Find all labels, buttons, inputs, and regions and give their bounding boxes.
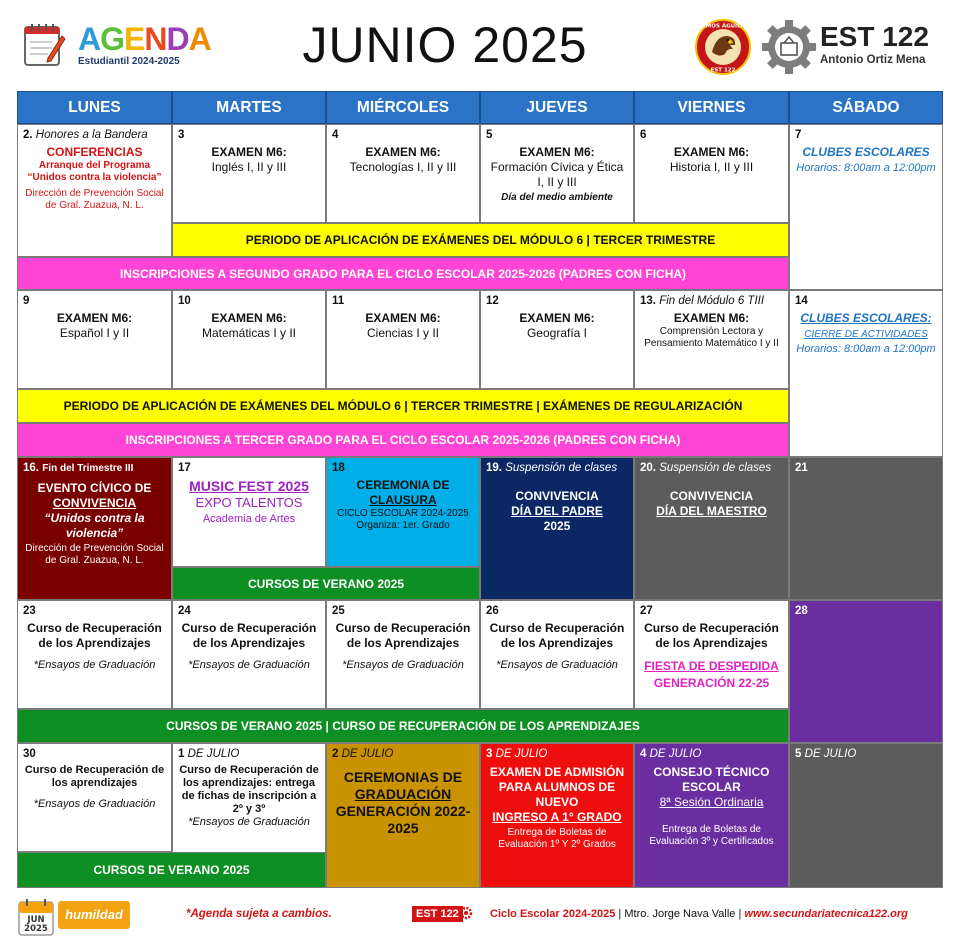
exam-period-band-1: PERIODO DE APLICACIÓN DE EXÁMENES DEL MÓDULO 6 | TERCER TRIMESTRE: [172, 223, 789, 257]
day-cell-27[interactable]: 27 Curso de Recuperación de los Aprendizajes FIESTA DE DESPEDIDA GENERACIÓN 22-25: [634, 600, 789, 709]
page-title: JUNIO 2025: [302, 17, 588, 73]
day-cell-28[interactable]: 28: [789, 600, 943, 743]
day-cell-4[interactable]: 4 EXAMEN M6: Tecnologías I, II y III: [326, 124, 480, 223]
day-cell-5[interactable]: 5 EXAMEN M6: Formación Cívica y Ética I, II y III Día del medio ambiente: [480, 124, 634, 223]
day-cell-16[interactable]: 16. Fin del Trimestre III EVENTO CÍVICO DE CONVIVENCIA “Unidos contra la violencia” Dirección de Prevención Social de Gral. Zuazua, N. L.: [17, 457, 172, 600]
small-gear-icon: [459, 906, 473, 920]
day-cell-26[interactable]: 26 Curso de Recuperación de los Aprendizajes *Ensayos de Graduación: [480, 600, 634, 709]
svg-text:2025: 2025: [24, 924, 48, 934]
day-cell-11[interactable]: 11 EXAMEN M6: Ciencias I y II: [326, 290, 480, 389]
day-header-thursday: JUEVES: [480, 91, 634, 124]
day-cell-20[interactable]: 20. Suspensión de clases CONVIVENCIA DÍA DEL MAESTRO: [634, 457, 789, 600]
day-cell-14[interactable]: 14 CLUBES ESCOLARES: CIERRE DE ACTIVIDADES Horarios: 8:00am a 12:00pm: [789, 290, 943, 457]
day-cell-12[interactable]: 12 EXAMEN M6: Geografía I: [480, 290, 634, 389]
svg-text:EST 122: EST 122: [710, 67, 736, 74]
day-header-monday: LUNES: [17, 91, 172, 124]
footer-credits: Ciclo Escolar 2024-2025 | Mtro. Jorge Nava Valle | www.secundariatecnica122.org: [490, 908, 908, 920]
day-cell-24[interactable]: 24 Curso de Recuperación de los Aprendizajes *Ensayos de Graduación: [172, 600, 326, 709]
svg-text:JUN: JUN: [27, 915, 45, 925]
day-header-friday: VIERNES: [634, 91, 789, 124]
day-cell-19[interactable]: 19. Suspensión de clases CONVIVENCIA DÍA DEL PADRE 2025: [480, 457, 634, 600]
day-header-wednesday: MIÉRCOLES: [326, 91, 480, 124]
calendar-grid: [17, 91, 943, 888]
summer-courses-band-3: CURSOS DE VERANO 2025: [17, 852, 326, 888]
day-cell-2[interactable]: 2. Honores a la Bandera CONFERENCIAS Arranque del Programa “Unidos contra la violencia” Dirección de Prevención Social de Gral. Zuazua, N. L.: [17, 124, 172, 257]
website-link[interactable]: www.secundariatecnica122.org: [744, 908, 908, 920]
day-cell-7[interactable]: 7 CLUBES ESCOLARES Horarios: 8:00am a 12:00pm: [789, 124, 943, 290]
day-cell-30[interactable]: 30 Curso de Recuperación de los aprendizajes *Ensayos de Graduación: [17, 743, 172, 852]
school-badge: EST 122: [412, 906, 463, 922]
exam-period-band-2: PERIODO DE APLICACIÓN DE EXÁMENES DEL MÓDULO 6 | TERCER TRIMESTRE | EXÁMENES DE REGULARIZACIÓN: [17, 389, 789, 423]
gear-emblem-icon: [760, 18, 818, 76]
calendar-icon: [17, 897, 55, 937]
enrollment-second-grade-band: INSCRIPCIONES A SEGUNDO GRADO PARA EL CICLO ESCOLAR 2025-2026 (PADRES CON FICHA): [17, 257, 789, 290]
day-header-saturday: SÁBADO: [789, 91, 943, 124]
day-cell-10[interactable]: 10 EXAMEN M6: Matemáticas I y II: [172, 290, 326, 389]
disclaimer-note: *Agenda sujeta a cambios.: [186, 908, 332, 920]
notepad-icon: [22, 22, 66, 68]
day-cell-2-july[interactable]: 2 DE JULIO CEREMONIAS DE GRADUACIÓN GENERACIÓN 2022-2025: [326, 743, 480, 888]
value-badge: humildad: [58, 901, 130, 929]
day-cell-17[interactable]: 17 MUSIC FEST 2025 EXPO TALENTOS Academia de Artes: [172, 457, 326, 567]
day-cell-4-july[interactable]: 4 DE JULIO CONSEJO TÉCNICO ESCOLAR 8ª Sesión Ordinaria Entrega de Boletas de Evaluación 3º y Certificados: [634, 743, 789, 888]
day-cell-1-july[interactable]: 1 DE JULIO Curso de Recuperación de los aprendizajes: entrega de fichas de inscripción a 2º y 3º *Ensayos de Graduación: [172, 743, 326, 888]
day-cell-25[interactable]: 25 Curso de Recuperación de los Aprendizajes *Ensayos de Graduación: [326, 600, 480, 709]
eagle-emblem-icon: [694, 18, 752, 76]
day-cell-21[interactable]: 21: [789, 457, 943, 600]
day-cell-3[interactable]: 3 EXAMEN M6: Inglés I, II y III: [172, 124, 326, 223]
day-cell-13[interactable]: 13. Fin del Módulo 6 TIII EXAMEN M6: Comprensión Lectora y Pensamiento Matemático I y II: [634, 290, 789, 389]
agenda-logo: AGENDA Estudiantil 2024-2025: [78, 21, 211, 67]
summer-courses-band-1: CURSOS DE VERANO 2025: [172, 567, 480, 600]
day-cell-3-july[interactable]: 3 DE JULIO EXAMEN DE ADMISIÓN PARA ALUMNOS DE NUEVO INGRESO A 1° GRADO Entrega de Boletas de Evaluación 1º Y 2º Grados: [480, 743, 634, 888]
day-cell-5-july[interactable]: 5 DE JULIO: [789, 743, 943, 888]
day-cell-9[interactable]: 9 EXAMEN M6: Español I y II: [17, 290, 172, 389]
agenda-subtitle: Estudiantil 2024-2025: [78, 56, 180, 67]
day-header-tuesday: MARTES: [172, 91, 326, 124]
summer-courses-band-2: CURSOS DE VERANO 2025 | CURSO DE RECUPERACIÓN DE LOS APRENDIZAJES: [17, 709, 789, 743]
day-cell-18[interactable]: 18 CEREMONIA DE CLAUSURA CICLO ESCOLAR 2024-2025 Organiza: 1er. Grado: [326, 457, 480, 567]
school-name: EST 122 Antonio Ortiz Mena: [820, 21, 929, 66]
day-cell-6[interactable]: 6 EXAMEN M6: Historia I, II y III: [634, 124, 789, 223]
day-cell-23[interactable]: 23 Curso de Recuperación de los Aprendizajes *Ensayos de Graduación: [17, 600, 172, 709]
enrollment-third-grade-band: INSCRIPCIONES A TERCER GRADO PARA EL CICLO ESCOLAR 2025-2026 (PADRES CON FICHA): [17, 423, 789, 457]
svg-text:SOMOS ÁGUILAS: SOMOS ÁGUILAS: [697, 23, 749, 30]
